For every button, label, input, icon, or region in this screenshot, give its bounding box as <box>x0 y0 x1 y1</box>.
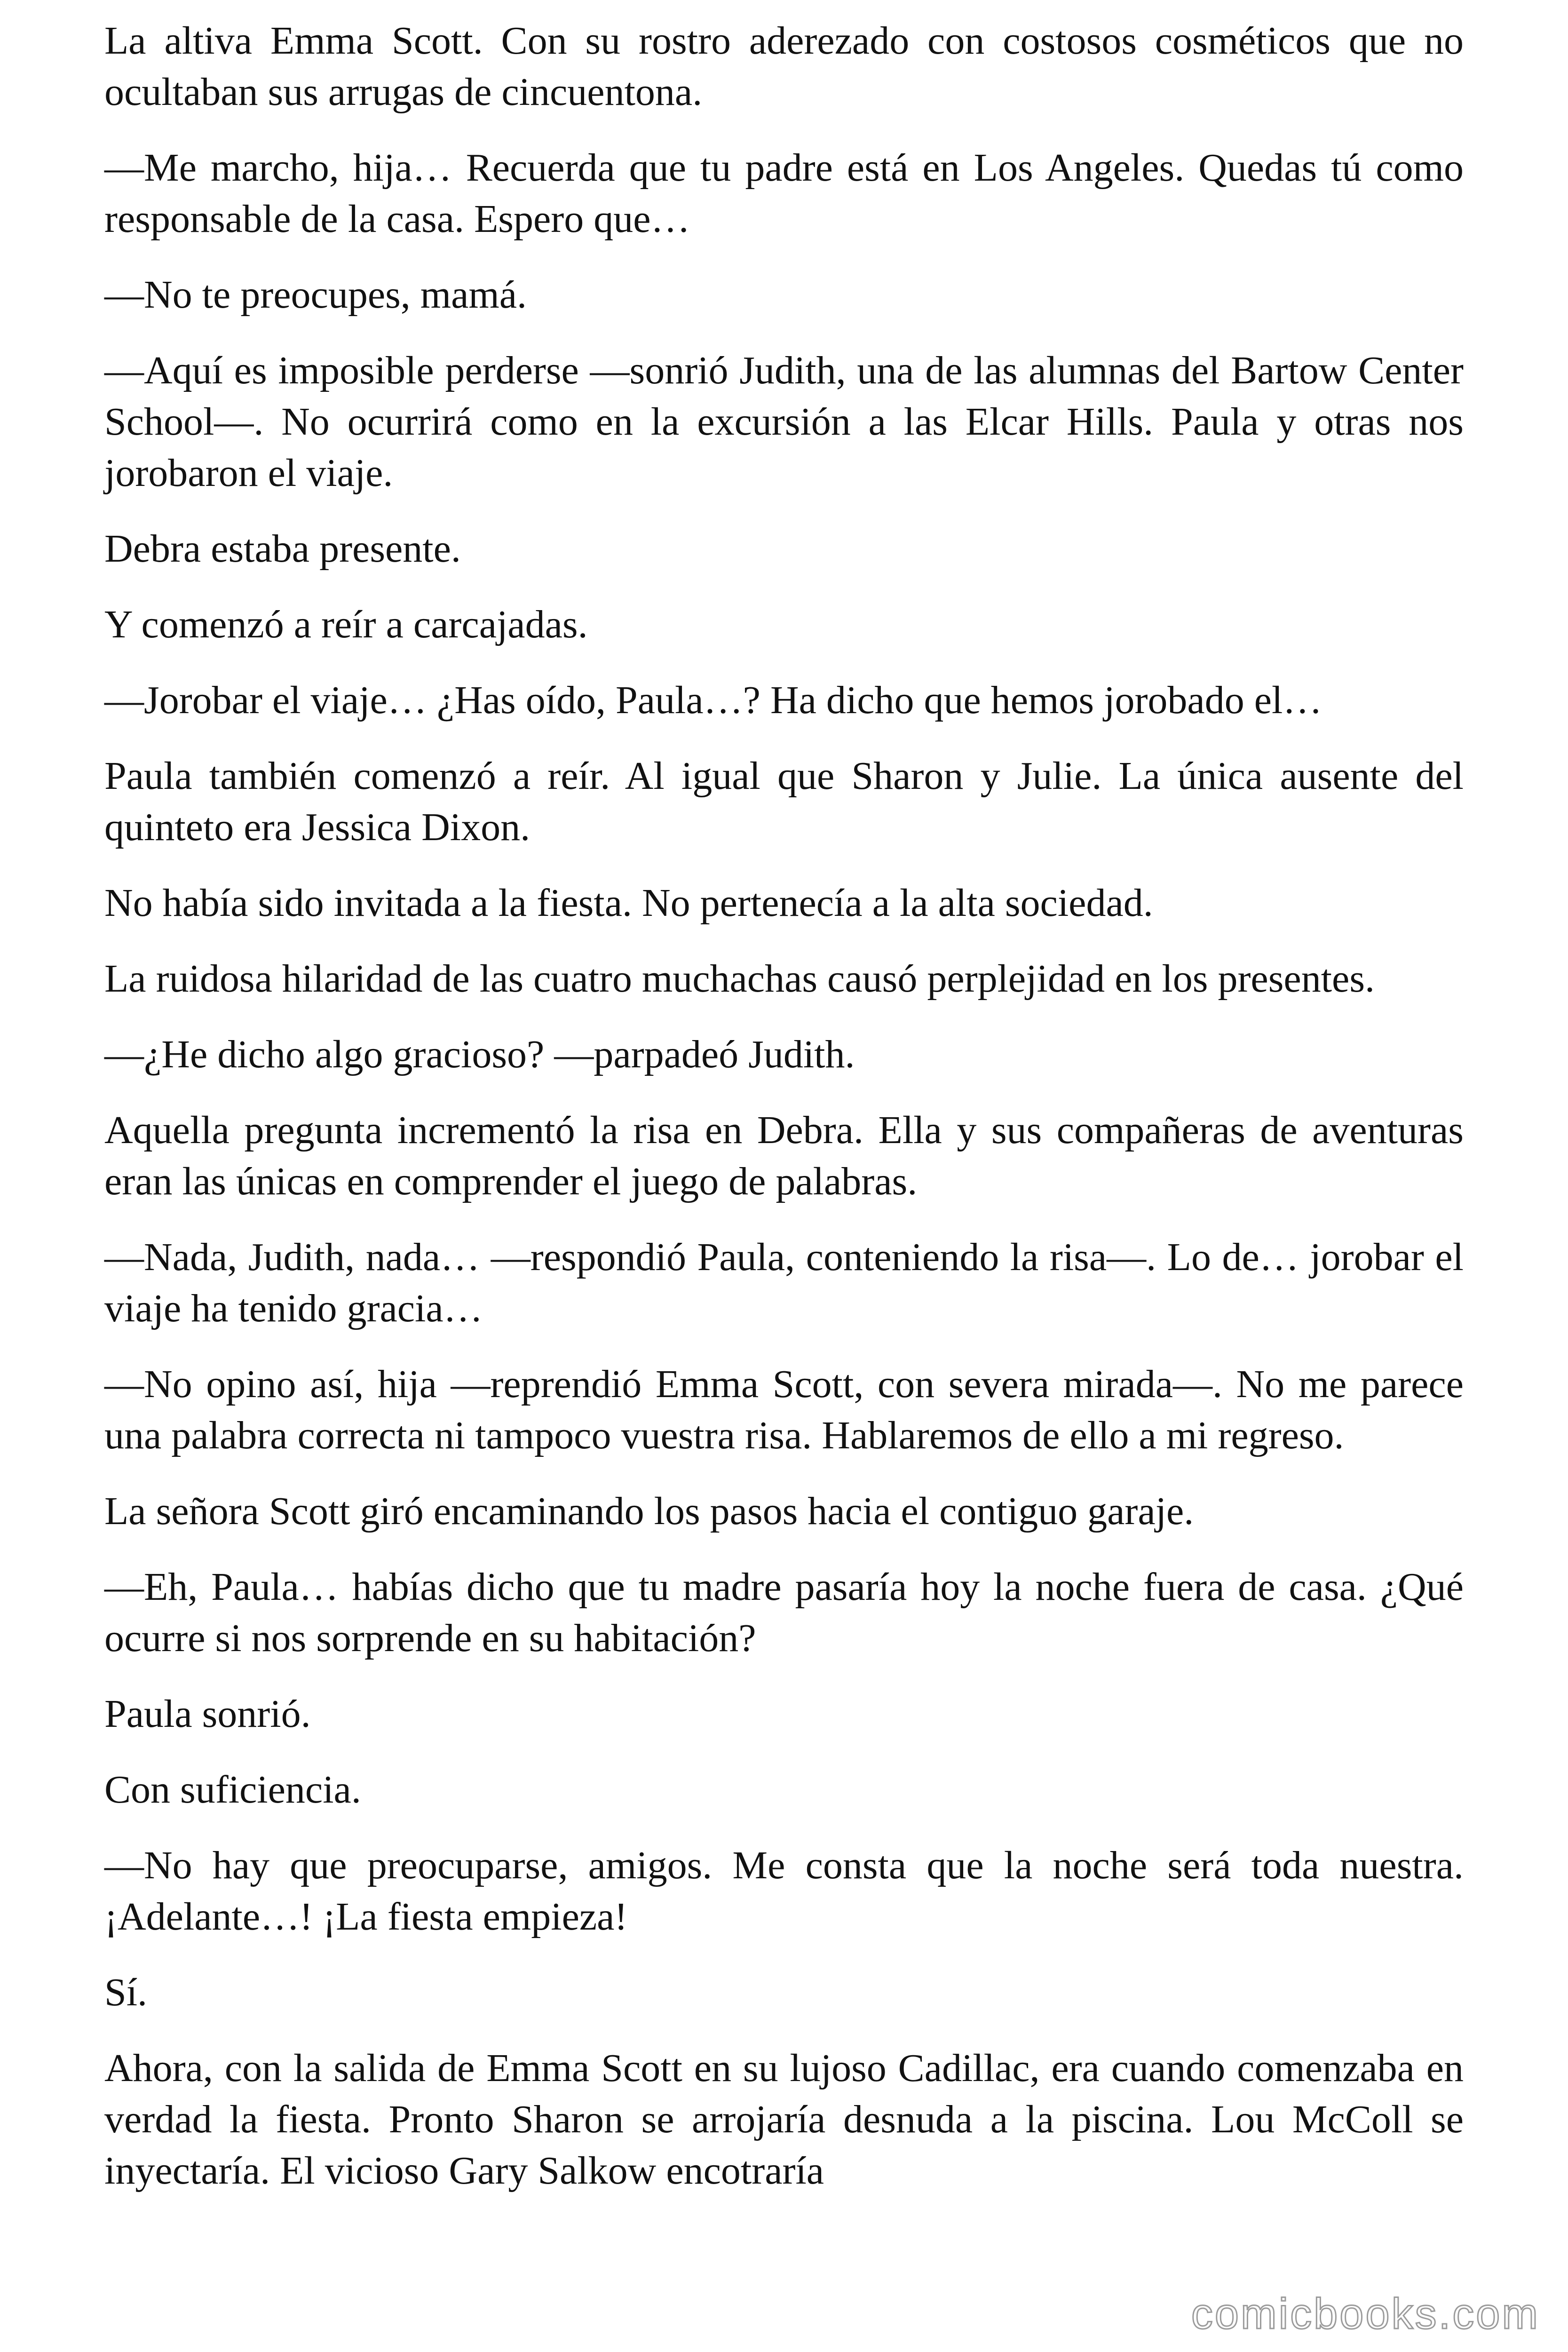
paragraph-21: Ahora, con la salida de Emma Scott en su lujoso Cadillac, era cuando comenzaba en verdad la fiesta. Pronto Sharon se arrojaría desnuda a la piscina. Lou McColl se inyectaría. El vicioso Gary Salkow encotraría <box>104 2046 1464 2193</box>
paragraph-7: —Jorobar el viaje… ¿Has oído, Paula…? Ha dicho que hemos jorobado el… <box>104 678 1323 722</box>
paragraph-12: Aquella pregunta incrementó la risa en Debra. Ella y sus compañeras de aventuras eran las únicas en comprender el juego de palabras. <box>104 1108 1464 1203</box>
paragraph-8: Paula también comenzó a reír. Al igual que Sharon y Julie. La única ausente del quinteto era Jessica Dixon. <box>104 754 1464 849</box>
paragraph-11: —¿He dicho algo gracioso? —parpadeó Judith. <box>104 1033 855 1076</box>
paragraph-5: Debra estaba presente. <box>104 527 461 571</box>
paragraph-4: —Aquí es imposible perderse —sonrió Judith, una de las alumnas del Bartow Center School—. No ocurrirá como en la excursión a las Elcar Hills. Paula y otras nos jorobaron el viaje. <box>104 349 1464 495</box>
paragraph-15: La señora Scott giró encaminando los pasos hacia el contiguo garaje. <box>104 1489 1194 1533</box>
paragraph-18: Con suficiencia. <box>104 1768 361 1812</box>
paragraph-19: —No hay que preocuparse, amigos. Me consta que la noche será toda nuestra. ¡Adelante…! ¡La fiesta empieza! <box>104 1843 1464 1939</box>
paragraph-20: Sí. <box>104 1971 148 2014</box>
paragraph-6: Y comenzó a reír a carcajadas. <box>104 603 588 646</box>
paragraph-17: Paula sonrió. <box>104 1692 311 1736</box>
paragraph-10: La ruidosa hilaridad de las cuatro muchachas causó perplejidad en los presentes. <box>104 957 1375 1001</box>
paragraph-16: —Eh, Paula… habías dicho que tu madre pasaría hoy la noche fuera de casa. ¿Qué ocurre si nos sorprende en su habitación? <box>104 1565 1464 1660</box>
body-text <box>104 15 1464 2221</box>
paragraph-3: —No te preocupes, mamá. <box>104 273 527 317</box>
paragraph-13: —Nada, Judith, nada… —respondió Paula, conteniendo la risa—. Lo de… jorobar el viaje ha tenido gracia… <box>104 1235 1464 1330</box>
paragraph-14: —No opino así, hija —reprendió Emma Scott, con severa mirada—. No me parece una palabra correcta ni tampoco vuestra risa. Hablaremos de ello a mi regreso. <box>104 1362 1464 1457</box>
watermark-logo: comicbooks.com <box>1191 2290 1540 2338</box>
paragraph-1: La altiva Emma Scott. Con su rostro aderezado con costosos cosméticos que no ocultaban sus arrugas de cincuentona. <box>104 19 1464 114</box>
paragraph-2: —Me marcho, hija… Recuerda que tu padre está en Los Angeles. Quedas tú como responsable de la casa. Espero que… <box>104 146 1464 241</box>
paragraph-9: No había sido invitada a la fiesta. No pertenecía a la alta sociedad. <box>104 881 1153 925</box>
